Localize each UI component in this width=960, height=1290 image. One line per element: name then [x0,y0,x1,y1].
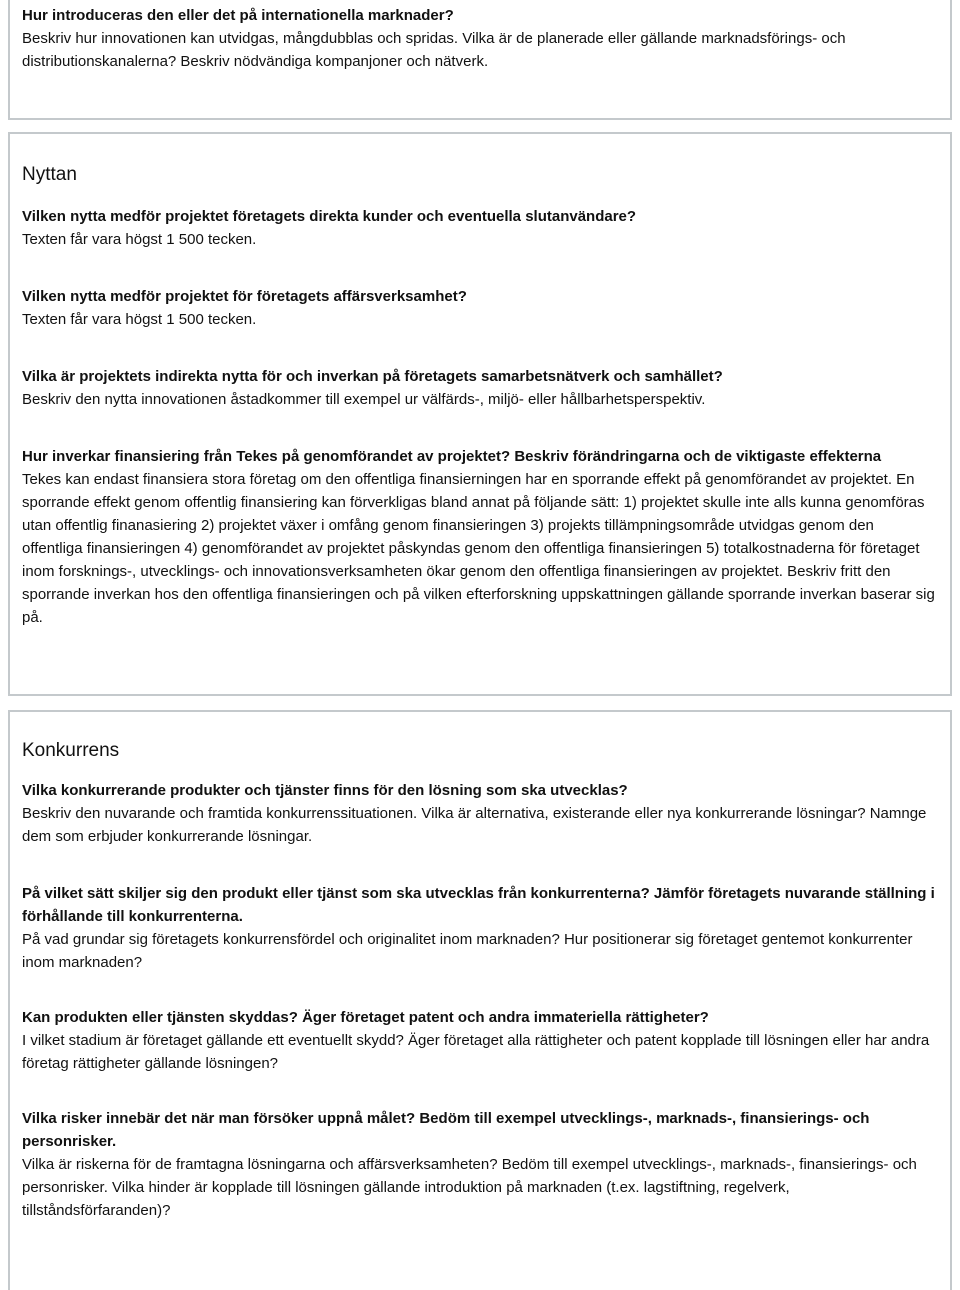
konkurrens-section [22,739,938,1222]
nyttan-question-3: Vilka är projektets indirekta nytta för och inverkan på företagets samarbetsnätverk och samhället? [22,368,723,385]
nyttan-question-1-limit: Texten får vara högst 1 500 tecken. [22,231,257,248]
konkurrens-question-4-description: Vilka är riskerna för de framtagna lösningarna och affärsverksamheten? Bedöm till exempel utvecklings-, marknads-, finansierings- och personrisker. Vilka hinder är kopplade till lösningen gällande introduktion på marknaden (t.ex. lagstiftning, regelverk, tillståndsförfaranden)? [22,1156,917,1219]
konkurrens-question-4: Vilka risker innebär det när man försöker uppnå målet? Bedöm till exempel utvecklings-, marknads-, finansierings- och personrisker. [22,1110,870,1150]
konkurrens-question-2-description: På vad grundar sig företagets konkurrensfördel och originalitet inom marknaden? Hur positionerar sig företaget gentemot konkurrenter inom marknaden? [22,931,913,971]
konkurrens-question-1-description: Beskriv den nuvarande och framtida konkurrenssituationen. Vilka är alternativa, existerande eller nya konkurrerande lösningar? Namnge dem som erbjuder konkurrerande lösningar. [22,805,927,845]
nyttan-question-2: Vilken nytta medför projektet för företagets affärsverksamhet? [22,288,467,305]
konkurrens-heading: Konkurrens [22,740,120,761]
nyttan-heading: Nyttan [22,164,77,185]
intro-question: Hur introduceras den eller det på internationella marknader? [22,7,454,24]
nyttan-question-4-description: Tekes kan endast finansiera stora företag om den offentliga finansierningen har en sporrande effekt på genomförandet av projektet. En sporrande effekt genom offentlig finansiering kan förverkligas bland annat på följande sätt: 1) projektet skulle inte alls kunna genomföras utan offentlig finanasiering 2) projektet växer i omfång genom finansieringen 3) projekts tillämpningsområde utvidgas genom den offentliga finansieringen 4) genomförandet av projektet påskyndas genom den offentliga finansieringen 5) totalkostnaderna för företaget inom forsknings-, utvecklings- och innovationsverksamheten ökar genom den offentliga finansieringen av projektet. Beskriv fritt den sporrande inverkan hos den offentliga finansieringen och på vilken efterforskning uppskattningen gällande sporrande inverkan baserar sig på. [22,471,935,626]
konkurrens-question-3: Kan produkten eller tjänsten skyddas? Äger företaget patent och andra immateriella rättigheter? [22,1009,709,1026]
intro-description: Beskriv hur innovationen kan utvidgas, mångdubblas och spridas. Vilka är de planerade eller gällande marknadsförings- och distributionskanalerna? Beskriv nödvändiga kompanjoner och nätverk. [22,30,846,70]
konkurrens-question-1: Vilka konkurrerande produkter och tjänster finns för den lösning som ska utvecklas? [22,782,628,799]
nyttan-question-4: Hur inverkar finansiering från Tekes på genomförandet av projektet? Beskriv förändringarna och de viktigaste effekterna [22,448,882,465]
konkurrens-question-2: På vilket sätt skiljer sig den produkt eller tjänst som ska utvecklas från konkurrenterna? Jämför företagets nuvarande ställning i förhållande till konkurrenterna. [22,885,935,925]
intro-section [22,4,938,73]
nyttan-question-1: Vilken nytta medför projektet företagets direkta kunder och eventuella slutanvändare? [22,208,637,225]
nyttan-question-2-limit: Texten får vara högst 1 500 tecken. [22,311,257,328]
nyttan-section [22,163,938,629]
konkurrens-question-3-description: I vilket stadium är företaget gällande ett eventuellt skydd? Äger företaget alla rättigheter och patent kopplade till lösningen eller har andra företag rättigheter gällande lösningen? [22,1032,930,1072]
nyttan-question-3-description: Beskriv den nytta innovationen åstadkommer till exempel ur välfärds-, miljö- eller hållbarhetsperspektiv. [22,391,706,408]
